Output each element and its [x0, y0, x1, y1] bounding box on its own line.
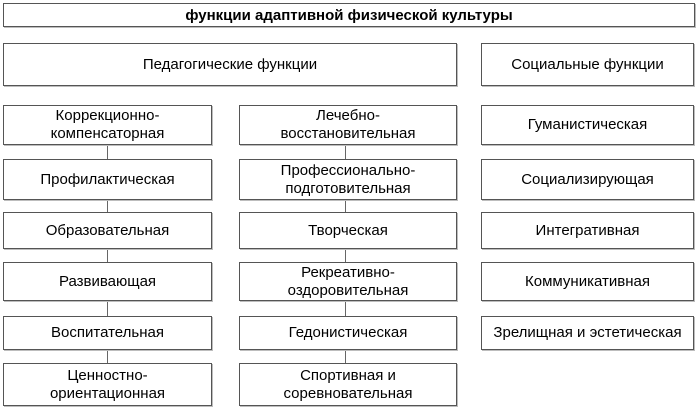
function-label: Воспитательная [51, 324, 164, 341]
function-label: Зрелищная и эстетическая [493, 324, 682, 341]
function-label: Рекреативно- оздоровительная [287, 263, 409, 299]
connector-line [107, 145, 108, 159]
function-label: Гедонистическая [288, 324, 408, 341]
connector-line [107, 350, 108, 363]
function-label: Коррекционно- компенсаторная [50, 107, 165, 142]
diagram-title-text: функции адаптивной физической культуры [185, 6, 513, 24]
function-label: Профессионально- подготовительная [280, 161, 416, 197]
function-label: Творческая [308, 221, 388, 239]
pedagogical-functions-header [3, 43, 457, 86]
function-label: Лечебно- восстановительная [280, 107, 416, 142]
connector-line [345, 200, 346, 212]
social-functions-label: Социальные функции [511, 55, 664, 73]
social-function-box-1 [481, 105, 694, 145]
function-label: Интегративная [535, 221, 640, 239]
function-label: Коммуникативная [525, 272, 650, 290]
social-function-box-2 [481, 159, 694, 200]
connector-line [107, 301, 108, 316]
function-box-col2-6 [239, 363, 457, 406]
connector-line [345, 249, 346, 262]
function-box-col1-3 [3, 212, 212, 249]
function-box-col2-1 [239, 105, 457, 145]
social-functions-header [481, 43, 694, 86]
social-function-box-5 [481, 316, 694, 350]
function-box-col1-2 [3, 159, 212, 200]
connector-line [107, 200, 108, 212]
function-label: Социализирующая [521, 170, 654, 188]
social-function-box-3 [481, 212, 694, 249]
function-label: Профилактическая [40, 170, 175, 188]
function-label: Спортивная и соревновательная [283, 366, 413, 402]
function-box-col2-4 [239, 262, 457, 301]
function-box-col1-5 [3, 316, 212, 350]
function-label: Гуманистическая [527, 116, 648, 133]
connector-line [107, 249, 108, 262]
function-box-col1-6 [3, 363, 212, 406]
function-label: Развивающая [58, 272, 157, 290]
connector-line [345, 145, 346, 159]
pedagogical-functions-label: Педагогические функции [142, 55, 318, 73]
diagram-title [3, 3, 695, 27]
social-function-box-4 [481, 262, 694, 301]
function-box-col2-5 [239, 316, 457, 350]
function-box-col1-4 [3, 262, 212, 301]
function-label: Ценностно- ориентационная [49, 366, 166, 402]
function-label: Образовательная [45, 221, 170, 239]
connector-line [345, 301, 346, 316]
function-box-col2-2 [239, 159, 457, 200]
function-box-col2-3 [239, 212, 457, 249]
function-box-col1-1 [3, 105, 212, 145]
connector-line [345, 350, 346, 363]
